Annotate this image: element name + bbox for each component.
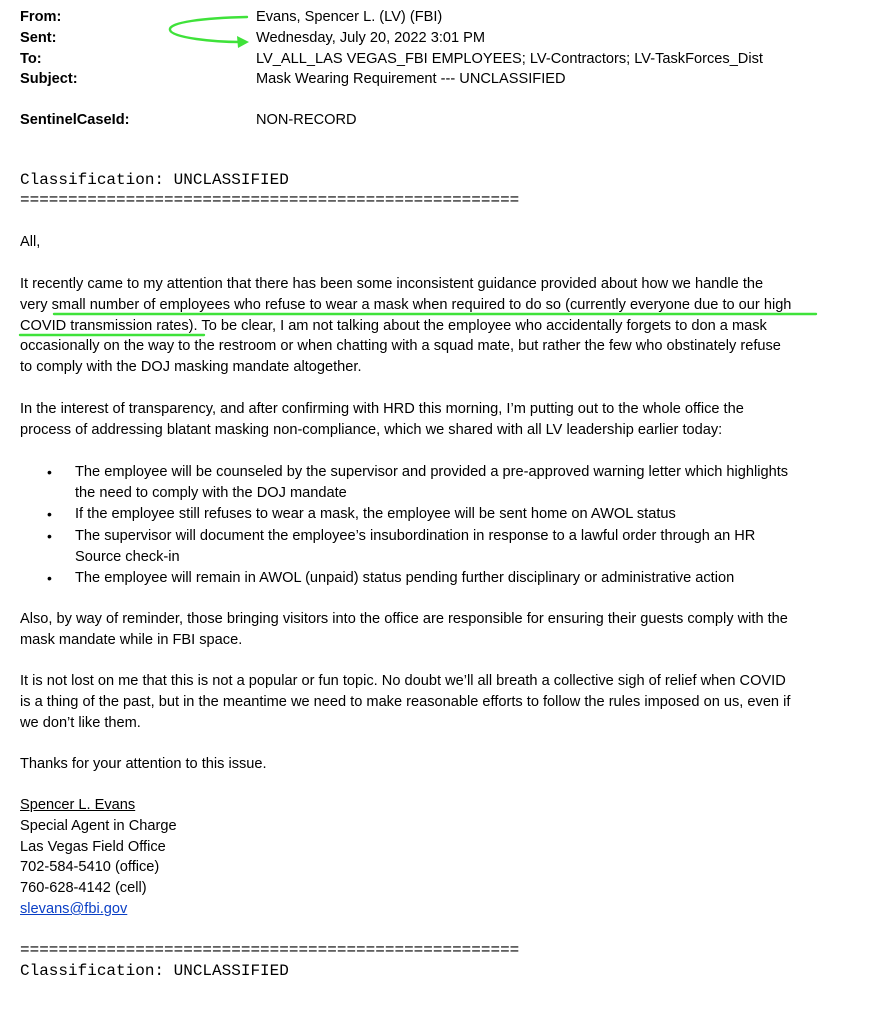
- bullet-3-line1: The supervisor will document the employee’s insubordination in response to a lawful order through an HR: [75, 528, 756, 544]
- subject-label: Subject:: [20, 71, 78, 87]
- para1-line2-start: very: [20, 297, 52, 313]
- to-value: LV_ALL_LAS VEGAS_FBI EMPLOYEES; LV-Contractors; LV-TaskForces_Dist: [256, 51, 763, 67]
- case-id-value: NON-RECORD: [256, 112, 357, 128]
- bullet-dot: •: [47, 506, 52, 522]
- para4-line3: we don’t like them.: [20, 715, 141, 731]
- signature-phone-office: 702-584-5410 (office): [20, 859, 160, 875]
- highlighted-phrase-part2: COVID transmission rates): [20, 318, 194, 334]
- signature-title: Special Agent in Charge: [20, 818, 177, 834]
- para2-line1: In the interest of transparency, and after confirming with HRD this morning, I’m putting out to the whole office the: [20, 401, 744, 417]
- green-arrow-head: [237, 36, 249, 48]
- para1-line3: [20, 318, 767, 334]
- signature-name: Spencer L. Evans: [20, 797, 136, 813]
- para4-line1: It is not lost on me that this is not a popular or fun topic. No doubt we’ll all breath a collective sigh of relief when COVID: [20, 673, 786, 689]
- para1-line4: occasionally on the way to the restroom or when chatting with a squad mate, but rather the few who obstinately refuse: [20, 338, 781, 354]
- para3-line2: mask mandate while in FBI space.: [20, 632, 243, 648]
- case-id-label: SentinelCaseId:: [20, 112, 130, 128]
- bullet-1-line1: The employee will be counseled by the supervisor and provided a pre-approved warning letter which highlights: [75, 464, 789, 480]
- signature-phone-cell: 760-628-4142 (cell): [20, 880, 147, 896]
- para1-line3-rest: . To be clear, I am not talking about the employee who accidentally forgets to don a mask: [193, 318, 767, 334]
- greeting: All,: [20, 234, 41, 250]
- subject-value: Mask Wearing Requirement --- UNCLASSIFIED: [256, 71, 566, 87]
- bullet-3-line2: Source check-in: [75, 549, 180, 565]
- separator-top: ====================================================: [20, 191, 520, 209]
- thanks-line: Thanks for your attention to this issue.: [20, 756, 267, 772]
- bullet-dot: •: [47, 528, 52, 544]
- classification-bottom: Classification: UNCLASSIFIED: [20, 962, 289, 980]
- para4-line2: is a thing of the past, but in the meantime we need to make reasonable efforts to follow the rules imposed on us, even if: [20, 694, 791, 710]
- bullet-dot: •: [47, 570, 52, 586]
- para2-line2: process of addressing blatant masking non-compliance, which we shared with all LV leadership earlier today:: [20, 422, 723, 438]
- para1-line1: It recently came to my attention that there has been some inconsistent guidance provided about how we handle the: [20, 276, 764, 292]
- para1-line2: [20, 297, 791, 313]
- bullet-dot: •: [47, 464, 52, 480]
- sent-value: Wednesday, July 20, 2022 3:01 PM: [256, 30, 486, 46]
- highlighted-phrase-part1: small number of employees who refuse to wear a mask when required to do so (currently everyone due to our high: [51, 297, 792, 313]
- para1-line5: to comply with the DOJ masking mandate altogether.: [20, 359, 362, 375]
- sent-label: Sent:: [20, 30, 57, 46]
- bullet-2-line1: If the employee still refuses to wear a mask, the employee will be sent home on AWOL status: [75, 506, 676, 522]
- bullet-4-line1: The employee will remain in AWOL (unpaid) status pending further disciplinary or administrative action: [75, 570, 735, 586]
- green-arrow-curve: [170, 17, 247, 42]
- to-label: To:: [20, 51, 42, 67]
- para3-line1: Also, by way of reminder, those bringing visitors into the office are responsible for ensuring their guests comply with the: [20, 611, 788, 627]
- from-label: From:: [20, 9, 62, 25]
- signature-email-link[interactable]: slevans@fbi.gov: [20, 901, 128, 917]
- from-value: Evans, Spencer L. (LV) (FBI): [256, 9, 443, 25]
- separator-bottom: ====================================================: [20, 941, 520, 959]
- signature-office: Las Vegas Field Office: [20, 839, 166, 855]
- bullet-1-line2: the need to comply with the DOJ mandate: [75, 485, 347, 501]
- classification-top: Classification: UNCLASSIFIED: [20, 171, 289, 189]
